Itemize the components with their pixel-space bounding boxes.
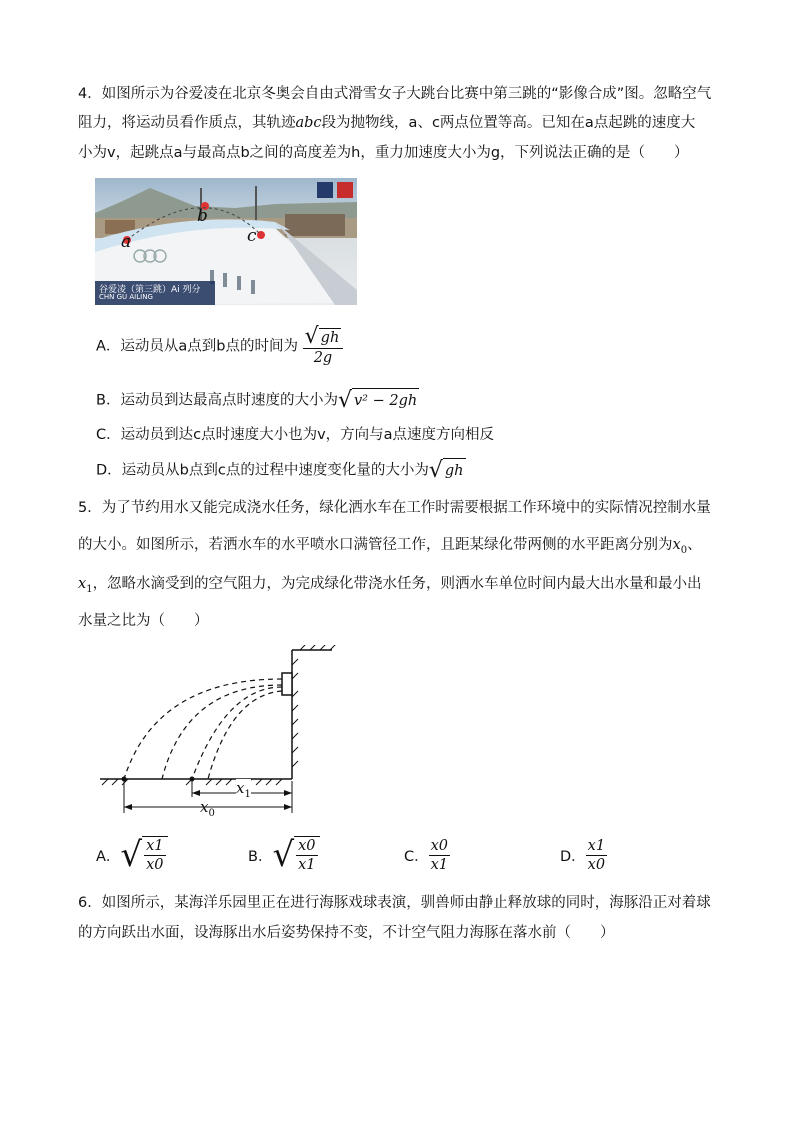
q5-option-c-den: x1 [430,856,449,873]
q5-option-b-den: x1 [298,857,316,873]
q5-line-4: 水量之比为（ ） [78,613,209,629]
point-b-label: b [197,206,208,226]
q5-option-d[interactable] [560,832,607,878]
diagram-label-x0-sub: 0 [208,808,215,819]
q4-trajectory-abc: abc [295,115,322,131]
q5-var-x1-sub: 1 [86,584,93,595]
q5-line-2-text: 的大小。如图所示，若洒水车的水平喷水口满管径工作，且距某绿化带两侧的水平距离分别为 [78,537,673,553]
diagram-label-x1-var: x [236,779,245,797]
q5-option-b-num: x0 [298,838,316,854]
q4-option-a-denominator: 2g [313,350,333,366]
q4-option-a-text: A．运动员从a点到b点的时间为 [96,338,299,355]
q5-option-a-label: A． [96,848,121,865]
point-a-label: a [121,232,132,252]
q5-option-d-num: x1 [587,837,606,854]
q4-option-b-text: B．运动员到达最高点时速度的大小为 [96,392,338,409]
ski-jump-photo [95,178,357,305]
q5-line-2-end: 、 [687,537,702,553]
q5-option-b-label: B． [248,848,273,865]
q5-var-x0-sub: 0 [680,545,688,556]
q5-line-3-text: ，忽略水滴受到的空气阻力，为完成绿化带浇水任务，则洒水车单位时间内最大出水量和最小出 [92,576,702,592]
q5-option-a-num: x1 [146,838,164,854]
q4-option-a-fraction: √ gh 2g [303,326,344,367]
photo-caption: 谷爱凌（第三跳）Ai 列分 [99,285,201,295]
q4-line-2a: 阻力，将运动员看作质点，其轨迹 [78,115,296,131]
q4-line-3: 小为v，起跳点a与最高点b之间的高度差为h，重力加速度大小为g，下列说法正确的是（ ） [78,145,689,161]
q4-option-d-math: gh [443,458,466,483]
q5-line-2 [78,535,702,561]
q5-option-b[interactable]: B． √ $\frac{x0}{x1}$ [248,832,320,878]
point-c-label: c [247,226,257,246]
q4-option-b-math: v² − 2gh [352,388,419,413]
q4-option-d-text: D．运动员从b点到c点的过程中速度变化量的大小为 [96,462,429,479]
q5-option-a-den: x0 [146,857,164,873]
q4-option-a-numerator: gh [320,329,340,346]
photo-caption-2: CHN GU AILING [99,293,153,301]
diagram-label-x0-var: x [200,798,209,816]
q4-option-c[interactable]: C．运动员到达c点时速度大小也为v，方向与a点速度方向相反 [96,427,495,443]
q5-option-d-label: D． [560,848,586,865]
q4-option-d[interactable]: D．运动员从b点到c点的过程中速度变化量的大小为 √ gh [96,457,464,483]
sprinkler-diagram [96,645,341,824]
q5-option-c-label: C． [404,848,429,865]
q5-option-c-num: x0 [430,837,449,854]
q6-line-2: 的方向跃出水面，设海豚出水后姿势保持不变，不计空气阻力海豚在落水前（ ） [78,925,615,941]
q4-line-1: 4．如图所示为谷爱凌在北京冬奥会自由式滑雪女子大跳台比赛中第三跳的“影像合成”图。忽略空气 [78,86,712,102]
q5-option-c[interactable] [404,832,450,878]
q4-option-a[interactable] [96,326,343,366]
q5-option-d-den: x0 [587,856,606,873]
q5-var-x0: x [672,537,681,553]
diagram-label-x1-sub: 1 [244,789,251,800]
diagram-label-x1 [236,779,251,800]
q4-option-b[interactable]: B．运动员到达最高点时速度的大小为 √ v² − 2gh [96,387,418,413]
q4-line-2c: 段为抛物线，a、c两点位置等高。已知在a点起跳的速度大 [321,115,696,131]
q5-line-3 [78,574,702,600]
diagram-label-x0 [200,798,215,819]
q5-var-x1: x [78,576,87,592]
q5-option-a[interactable]: A． √ $\frac{x1}{x0}$ [96,832,168,878]
q4-line-2 [78,113,695,133]
q6-line-1: 6．如图所示，某海洋乐园里正在进行海豚戏球表演，驯兽师由静止释放球的同时，海豚沿正对着球 [78,895,711,911]
q5-line-1: 5．为了节约用水又能完成浇水任务，绿化洒水车在工作时需要根据工作环境中的实际情况控制水量 [78,500,711,516]
